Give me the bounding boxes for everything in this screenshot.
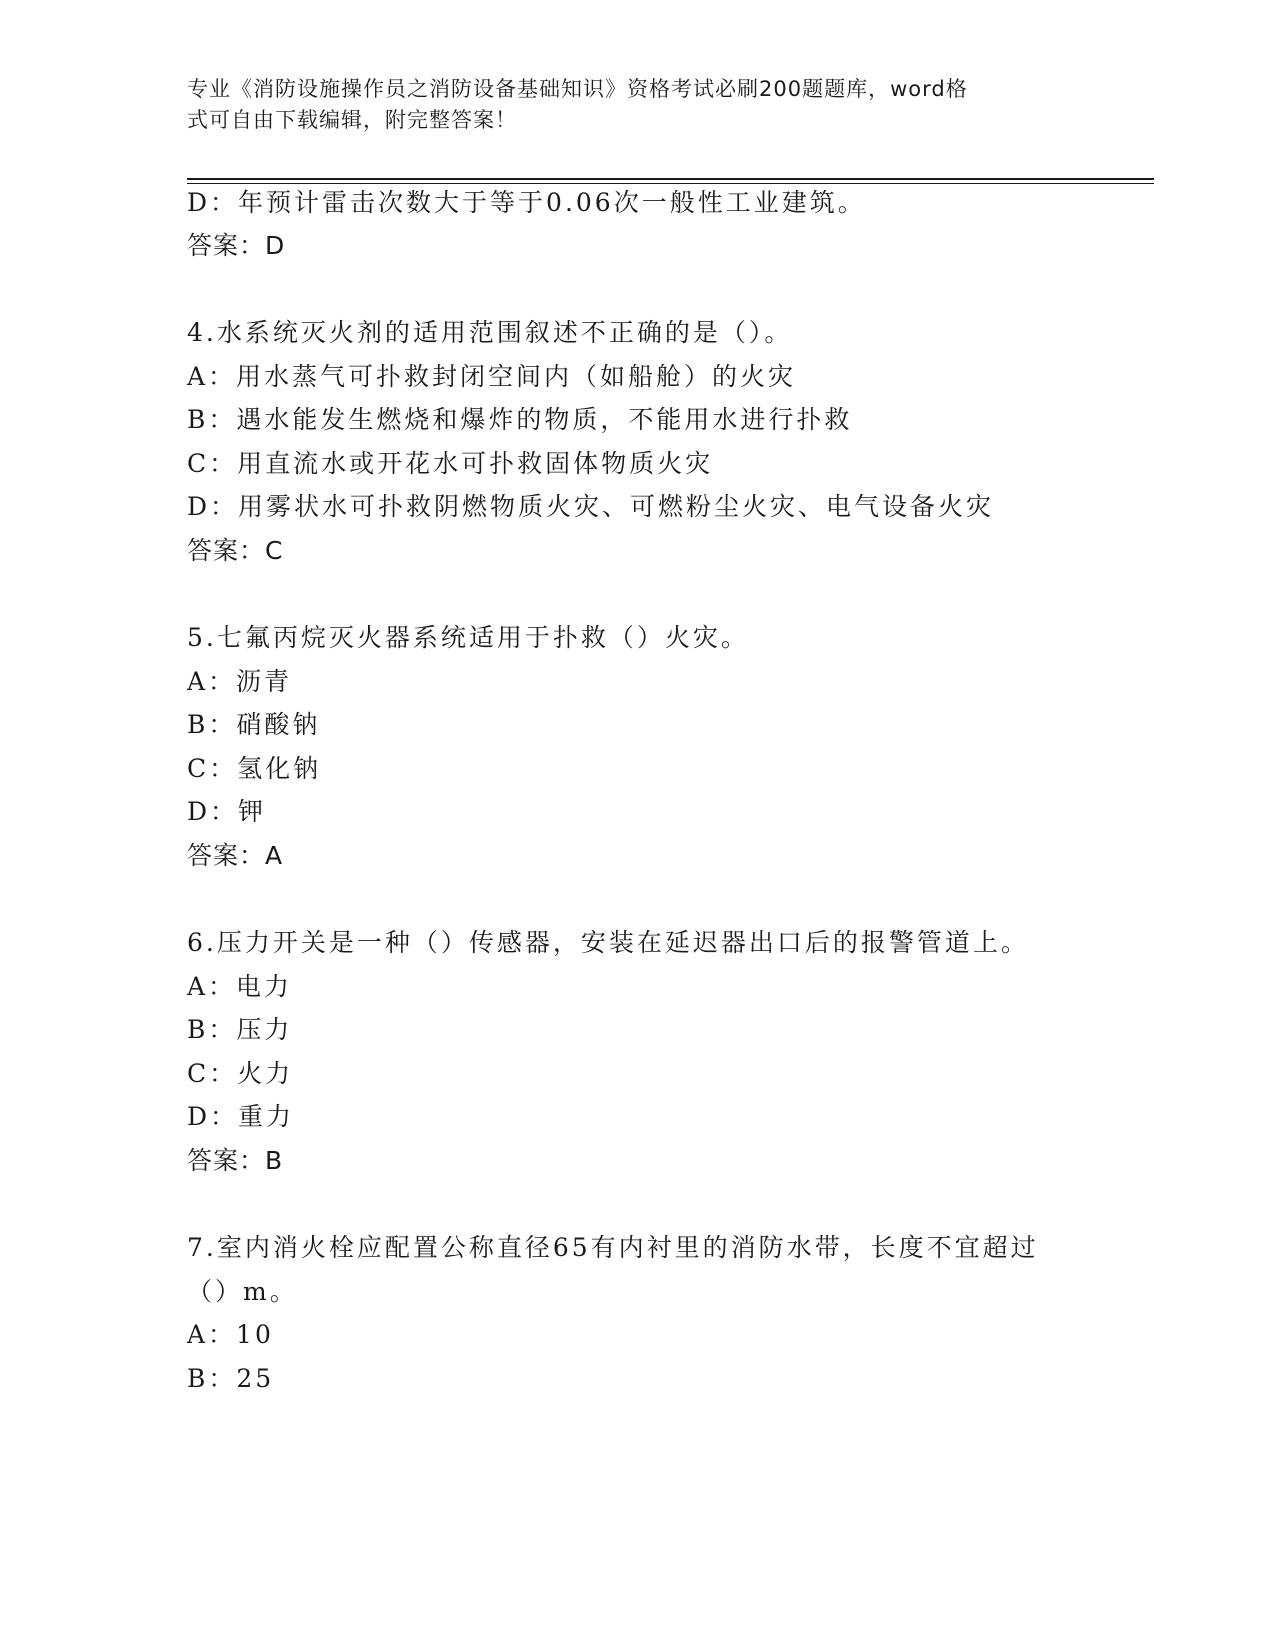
q7-option-b: B：25 [187,1364,275,1393]
q5-option-a: A：沥青 [187,667,293,696]
q3-option-d: D：年预计雷击次数大于等于0.06次一般性工业建筑。 [187,188,866,217]
q5-option-b: B：硝酸钠 [187,710,321,739]
q6-option-a: A：电力 [187,972,293,1001]
q7-question-line-1: 7.室内消火栓应配置公称直径65有内衬里的消防水带，长度不宜超过 [187,1233,1039,1262]
q6-answer: 答案：B [187,1146,284,1175]
q4-option-c: C：用直流水或开花水可扑救固体物质火灾 [187,449,714,478]
q6-option-b: B：压力 [187,1015,293,1044]
q6-option-d: D：重力 [187,1102,295,1131]
q3-answer: 答案：D [187,231,286,260]
q4-option-b: B：遇水能发生燃烧和爆炸的物质，不能用水进行扑救 [187,405,853,434]
header-divider-thin [187,183,1154,184]
header-line-2: 式可自由下载编辑，附完整答案！ [187,108,517,132]
q5-option-d: D：钾 [187,797,267,826]
header-divider-thick [187,178,1154,180]
q7-option-a: A：10 [187,1320,274,1349]
q6-option-c: C：火力 [187,1059,294,1088]
q7-question-line-2: （）m。 [187,1277,298,1306]
q4-question: 4.水系统灭火剂的适用范围叙述不正确的是（）。 [187,318,793,347]
q4-option-d: D：用雾状水可扑救阴燃物质火灾、可燃粉尘火灾、电气设备火灾 [187,492,995,521]
q5-question: 5.七氟丙烷灭火器系统适用于扑救（）火灾。 [187,623,749,652]
document-header [187,74,1077,136]
q5-answer: 答案：A [187,841,284,870]
q4-answer: 答案：C [187,536,284,565]
q6-question: 6.压力开关是一种（）传感器，安装在延迟器出口后的报警管道上。 [187,928,1029,957]
q4-option-a: A：用水蒸气可扑救封闭空间内（如船舱）的火灾 [187,362,797,391]
q5-option-c: C：氢化钠 [187,754,322,783]
header-line-1: 专业《消防设施操作员之消防设备基础知识》资格考试必刷200题题库，word格 [187,77,968,101]
